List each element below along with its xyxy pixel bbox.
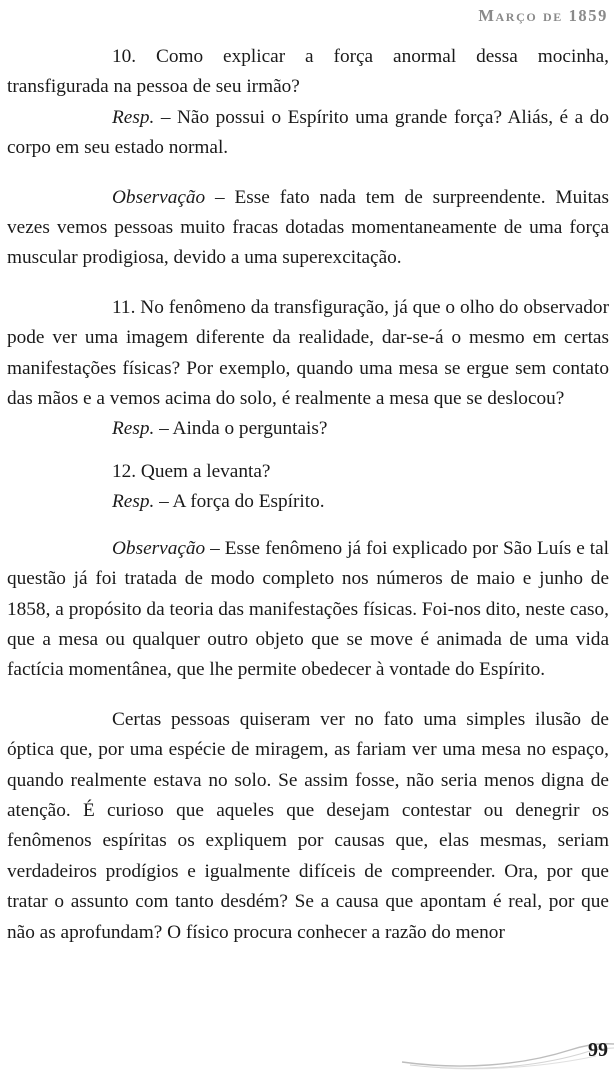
answer-label: Resp. — [112, 418, 155, 440]
answer-text: – Ainda o perguntais? — [154, 418, 328, 440]
question-12: 12. Quem a levanta? — [112, 460, 271, 482]
question-10: 10. Como explicar a força anormal dessa mocinha, transfigurada na pessoa de seu irmão? — [7, 46, 609, 98]
answer-11 — [7, 414, 609, 444]
body-paragraph: Certas pessoas quiseram ver no fato uma simples ilusão de óptica que, por uma espécie de miragem, as fariam ver uma mesa no espaço, quando realmente estava no solo. Se assim fosse, não seria menos digna de atenção. É curioso que aqueles que desejam contestar ou denegrir os fenômenos espíritas os expliquem por causas que, elas mesmas, seriam verdadeiros prodígios e igualmente difíceis de compreender. Ora, por que tratar o assunto com tanto desdém? Se a causa que apontam é real, por que não as aprofundam? O físico procura conhecer a razão do menor — [7, 708, 609, 943]
observation-2 — [7, 534, 609, 686]
observation-label: Observação — [112, 537, 206, 559]
observation-1 — [7, 183, 609, 274]
page-body — [7, 42, 609, 948]
observation-text: – Esse fenômeno já foi explicado por São Luís e tal questão já foi tratada de modo completo nos números de maio e junho de 1858, a propósito da teoria das manifestações físicas. Foi-nos dito, neste caso, que a mesa ou qualquer outro objeto que se move é animada de uma vida factícia momentânea, que lhe permite obedecer à vontade do Espírito. — [7, 537, 609, 681]
answer-label: Resp. — [112, 491, 155, 513]
answer-10 — [7, 103, 609, 164]
answer-text: – Não possui o Espírito uma grande força? Aliás, é a do corpo em seu estado normal. — [7, 106, 609, 159]
observation-label: Observação — [112, 186, 206, 208]
answer-label: Resp. — [112, 106, 155, 128]
page-number: 99 — [588, 1039, 608, 1061]
answer-text: – A força do Espírito. — [154, 491, 325, 513]
question-11: 11. No fenômeno da transfiguração, já que o olho do observador pode ver uma imagem diferente da realidade, dar-se-á o mesmo em certas manifestações físicas? Por exemplo, quando uma mesa se ergue sem contato das mãos e a vemos acima do solo, é realmente a mesa que se deslocou? — [7, 296, 609, 410]
running-head: Março de 1859 — [478, 6, 608, 25]
answer-12 — [7, 487, 609, 517]
footer-ornament — [400, 1032, 616, 1072]
observation-text: – Esse fato nada tem de surpreendente. Muitas vezes vemos pessoas muito fracas dotadas momentaneamente de uma força muscular prodigiosa, devido a uma superexcitação. — [7, 186, 609, 269]
